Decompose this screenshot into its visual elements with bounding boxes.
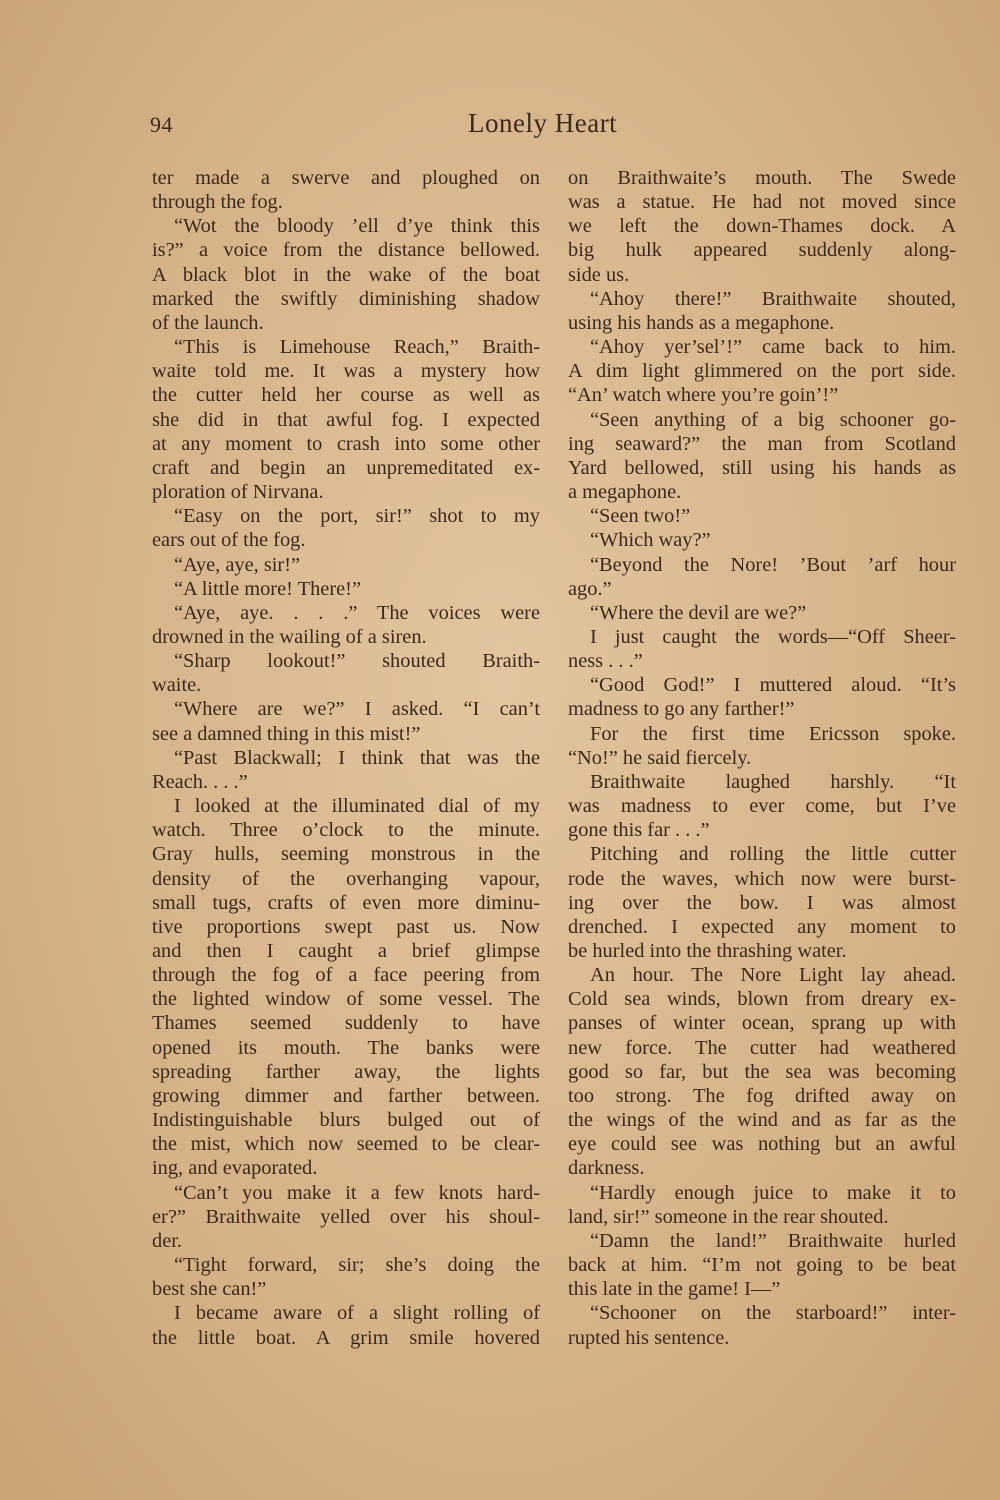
text-line: waite. (152, 674, 202, 697)
text-line: “Aye, aye. . . .” The voices were (174, 601, 540, 624)
text-line: “Aye, aye, sir!” (174, 553, 301, 576)
text-line: tive proportions swept past us. Now (152, 915, 540, 938)
text-line: eye could see was nothing but an awful (568, 1133, 956, 1156)
text-line: the lighted window of some vessel. The (152, 988, 540, 1011)
text-line: best she can!” (152, 1278, 267, 1301)
text-line: side us. (568, 263, 630, 286)
text-line: “Schooner on the starboard!” inter- (590, 1302, 956, 1325)
text-line: An hour. The Nore Light lay ahead. (590, 964, 956, 987)
text-line: “Hardly enough juice to make it to (590, 1181, 956, 1204)
text-line: ter made a swerve and ploughed on (152, 167, 540, 189)
text-line: Reach. . . .” (152, 770, 248, 793)
text-line: land, sir!” someone in the rear shouted. (568, 1205, 889, 1228)
text-line: the cutter held her course as well as (152, 384, 540, 407)
text-line: was a statue. He had not moved since (568, 191, 956, 214)
text-line: drowned in the wailing of a siren. (152, 625, 427, 648)
text-line: big hulk appeared suddenly along- (568, 239, 956, 262)
text-line: rupted his sentence. (568, 1326, 730, 1349)
text-line: a megaphone. (568, 481, 682, 504)
text-line: Cold sea winds, blown from dreary ex- (568, 988, 956, 1011)
text-line: was madness to ever come, but I’ve (568, 795, 956, 818)
text-line: drenched. I expected any moment to (568, 915, 956, 938)
text-line: “Seen two!” (590, 505, 691, 528)
text-line: ness . . .” (568, 650, 643, 673)
text-line: small tugs, crafts of even more diminu- (152, 891, 540, 914)
text-line: Thames seemed suddenly to have (152, 1012, 540, 1035)
text-line: “Ahoy there!” Braithwaite shouted, (590, 287, 956, 310)
text-line: A black blot in the wake of the boat (152, 263, 540, 286)
text-line: Yard bellowed, still using his hands as (568, 456, 956, 479)
text-line: For the first time Ericsson spoke. (590, 722, 956, 745)
text-line: be hurled into the thrashing water. (568, 940, 847, 962)
page-header (150, 108, 955, 148)
text-line: “Damn the land!” Braithwaite hurled (590, 1229, 956, 1252)
text-line: “Past Blackwall; I think that was the (174, 746, 540, 769)
text-line: “Wot the bloody ’ell d’ye think this (174, 215, 540, 238)
text-line: craft and begin an unpremeditated ex- (152, 456, 540, 479)
text-line: Gray hulls, seeming monstrous in the (152, 843, 540, 866)
text-line: panses of winter ocean, sprang up with (568, 1012, 956, 1035)
text-line: ing seaward?” the man from Scotland (568, 432, 956, 455)
text-line: “Beyond the Nore! ’Bout ’arf hour (590, 553, 956, 576)
text-line: darkness. (568, 1157, 645, 1180)
text-line: this late in the game! I—” (568, 1278, 781, 1301)
text-line: marked the swiftly diminishing shadow (152, 287, 540, 310)
text-line: er?” Braithwaite yelled over his shoul- (152, 1205, 540, 1228)
text-line: waite told me. It was a mystery how (152, 360, 540, 383)
text-line: the mist, which now seemed to be clear- (152, 1133, 540, 1156)
text-line: ears out of the fog. (152, 529, 306, 552)
text-line: “Easy on the port, sir!” shot to my (174, 505, 540, 528)
text-line: gone this far . . .” (568, 819, 710, 842)
text-line: using his hands as a megaphone. (568, 311, 835, 334)
left-text-column (152, 166, 540, 1350)
text-line: and then I caught a brief glimpse (152, 940, 540, 962)
text-line: A dim light glimmered on the port side. (568, 360, 956, 383)
right-text-column (568, 166, 956, 1350)
text-line: “Which way?” (590, 529, 711, 552)
text-line: “Where the devil are we?” (590, 601, 807, 624)
text-line: “Good God!” I muttered aloud. “It’s (590, 674, 956, 697)
text-line: I looked at the illuminated dial of my (174, 795, 540, 818)
text-line: the little boat. A grim smile hovered (152, 1326, 540, 1349)
page-number: 94 (150, 112, 173, 137)
text-line: too strong. The fog drifted away on (568, 1084, 956, 1107)
text-line: “Can’t you make it a few knots hard- (174, 1181, 540, 1204)
text-line: “Sharp lookout!” shouted Braith- (174, 650, 540, 673)
text-line: “Ahoy yer’sel’!” came back to him. (590, 336, 956, 359)
text-line: “An’ watch where you’re goin’!” (568, 384, 839, 407)
text-line: density of the overhanging vapour, (152, 867, 540, 890)
text-line: the wings of the wind and as far as the (568, 1109, 956, 1132)
text-line: “No!” he said fiercely. (568, 746, 752, 769)
text-line: growing dimmer and farther between. (152, 1084, 540, 1107)
text-line: I just caught the words—“Off Sheer- (590, 625, 956, 648)
text-line: “Where are we?” I asked. “I can’t (174, 698, 540, 721)
text-line: opened its mouth. The banks were (152, 1036, 540, 1059)
text-line: der. (152, 1229, 183, 1252)
text-line: through the fog of a face peering from (152, 964, 540, 987)
text-line: see a damned thing in this mist!” (152, 722, 421, 745)
text-line: “Tight forward, sir; she’s doing the (174, 1254, 540, 1277)
text-line: watch. Three o’clock to the minute. (152, 819, 540, 842)
text-line: she did in that awful fog. I expected (152, 408, 540, 431)
text-line: ploration of Nirvana. (152, 481, 324, 504)
text-line: ing over the bow. I was almost (568, 891, 956, 914)
text-line: back at him. “I’m not going to be beat (568, 1254, 956, 1277)
text-line: madness to go any farther!” (568, 698, 795, 721)
text-line: ago.” (568, 577, 612, 600)
text-line: through the fog. (152, 191, 283, 214)
text-line: Pitching and rolling the little cutter (590, 843, 956, 866)
text-line: of the launch. (152, 311, 264, 334)
text-line: new force. The cutter had weathered (568, 1036, 956, 1059)
text-line: Indistinguishable blurs bulged out of (152, 1109, 540, 1132)
text-line: ing, and evaporated. (152, 1157, 318, 1180)
text-line: rode the waves, which now were burst- (568, 867, 956, 890)
text-line: on Braithwaite’s mouth. The Swede (568, 167, 956, 189)
text-line: Braithwaite laughed harshly. “It (590, 770, 956, 793)
text-line: “This is Limehouse Reach,” Braith- (174, 336, 540, 359)
running-title: Lonely Heart (468, 108, 618, 138)
text-line: “Seen anything of a big schooner go- (590, 408, 956, 431)
text-line: we left the down-Thames dock. A (568, 215, 956, 238)
text-line: spreading farther away, the lights (152, 1060, 540, 1083)
text-line: good so far, but the sea was becoming (568, 1060, 956, 1083)
text-line: I became aware of a slight rolling of (174, 1302, 540, 1325)
text-line: is?” a voice from the distance bellowed. (152, 239, 540, 262)
text-line: at any moment to crash into some other (152, 432, 540, 455)
text-line: “A little more! There!” (174, 577, 362, 600)
